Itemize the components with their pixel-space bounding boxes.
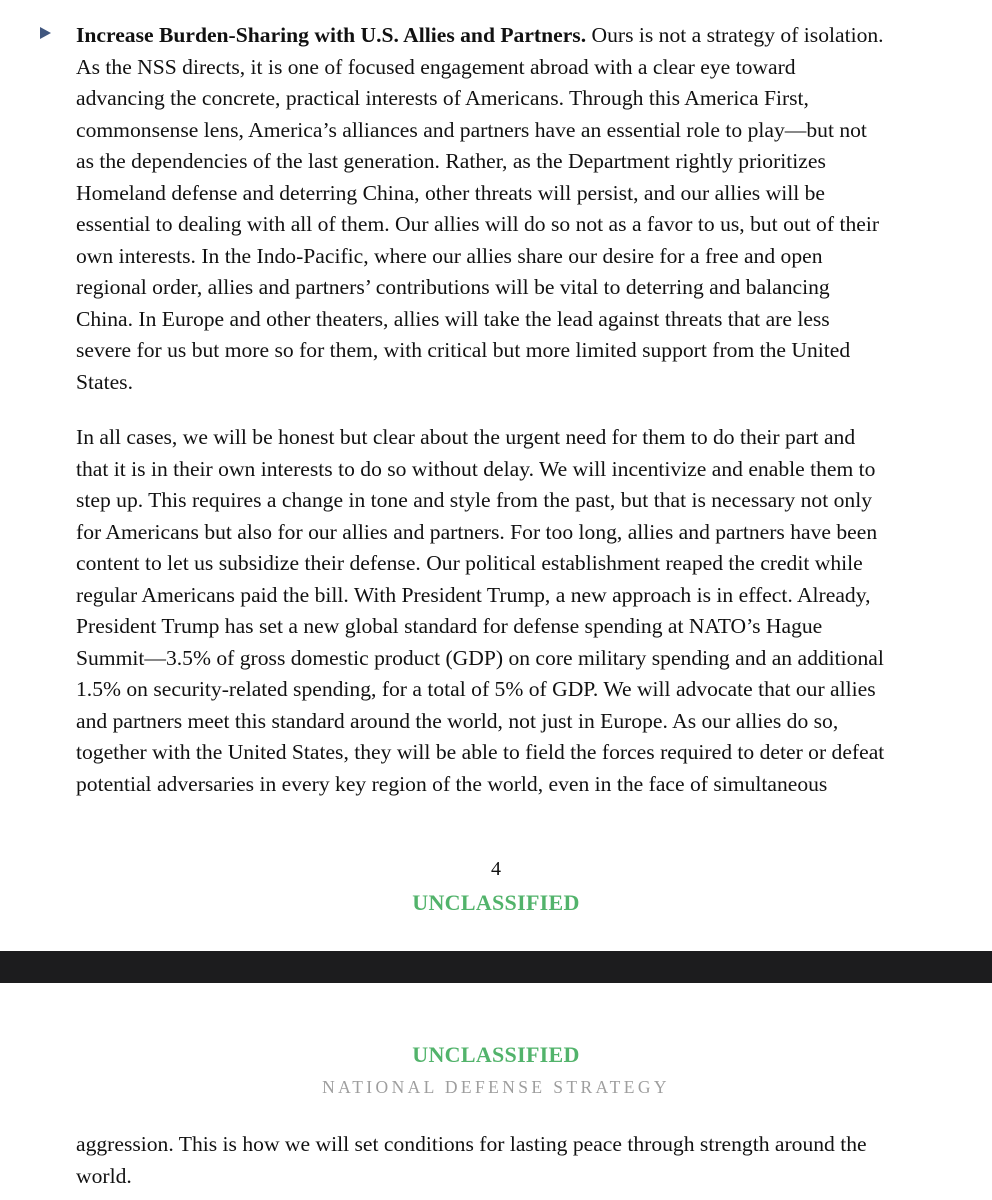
paragraph-line: together with the United States, they will be able to field the forces required to deter or defeat bbox=[76, 740, 885, 764]
paragraph-line: step up. This requires a change in tone and style from the past, but that is necessary not only bbox=[76, 488, 872, 512]
footer-classification-marking: UNCLASSIFIED bbox=[412, 890, 580, 915]
paragraph-line: advancing the concrete, practical interests of Americans. Through this America First, bbox=[76, 86, 809, 110]
document-running-header: NATIONAL DEFENSE STRATEGY bbox=[322, 1077, 670, 1097]
paragraph-line: Homeland defense and deterring China, other threats will persist, and our allies will be bbox=[76, 180, 825, 205]
paragraph-line: that it is in their own interests to do so without delay. We will incentivize and enable them to bbox=[76, 456, 876, 481]
paragraph-line: regular Americans paid the bill. With President Trump, a new approach is in effect. Already, bbox=[76, 582, 871, 607]
paragraph-line: as the dependencies of the last generation. Rather, as the Department rightly prioritizes bbox=[76, 149, 826, 173]
lead-line-rest: Ours is not a strategy of isolation. bbox=[586, 23, 884, 47]
paragraph-line: and partners meet this standard around the world, not just in Europe. As our allies do so, bbox=[76, 708, 839, 733]
paragraph-line: States. bbox=[76, 369, 133, 394]
section-lead-heading: Increase Burden-Sharing with U.S. Allies and Partners. bbox=[76, 23, 587, 47]
paragraph-line: aggression. This is how we will set conditions for lasting peace through strength around the bbox=[76, 1132, 867, 1156]
paragraph-line: President Trump has set a new global standard for defense spending at NATO’s Hague bbox=[76, 614, 823, 638]
paragraph-line: regional order, allies and partners’ contributions will be vital to deterring and balancing bbox=[76, 275, 830, 299]
burden-sharing-paragraph bbox=[76, 20, 976, 398]
all-cases-paragraph bbox=[76, 422, 976, 800]
paragraph-line: 1.5% on security-related spending, for a total of 5% of GDP. We will advocate that our allies bbox=[76, 677, 876, 701]
page-separator bbox=[0, 951, 992, 983]
paragraph-line: China. In Europe and other theaters, allies will take the lead against threats that are less bbox=[76, 306, 830, 331]
paragraph-line: world. bbox=[76, 1163, 132, 1188]
triangle-bullet-icon bbox=[40, 27, 51, 39]
paragraph-line: As the NSS directs, it is one of focused engagement abroad with a clear eye toward bbox=[76, 54, 796, 79]
paragraph-line: potential adversaries in every key region of the world, even in the face of simultaneous bbox=[76, 771, 828, 796]
page-number: 4 bbox=[491, 858, 501, 880]
paragraph-line: essential to dealing with all of them. Our allies will do so not as a favor to us, but out of their bbox=[76, 212, 880, 236]
paragraph-line: severe for us but more so for them, with critical but more limited support from the United bbox=[76, 338, 851, 362]
header-classification-marking: UNCLASSIFIED bbox=[412, 1042, 580, 1067]
document-page-5 bbox=[0, 983, 992, 1200]
continuation-paragraph bbox=[76, 1129, 976, 1192]
paragraph-line: own interests. In the Indo-Pacific, where our allies share our desire for a free and open bbox=[76, 243, 823, 268]
paragraph-line: Summit—3.5% of gross domestic product (GDP) on core military spending and an additional bbox=[76, 645, 884, 670]
paragraph-line bbox=[76, 20, 976, 52]
paragraph-line: content to let us subsidize their defense. Our political establishment reaped the credit while bbox=[76, 551, 863, 575]
paragraph-line: for Americans but also for our allies and partners. For too long, allies and partners have been bbox=[76, 519, 878, 544]
paragraph-line: In all cases, we will be honest but clear about the urgent need for them to do their part and bbox=[76, 425, 856, 449]
paragraph-line: commonsense lens, America’s alliances and partners have an essential role to play—but not bbox=[76, 117, 867, 142]
